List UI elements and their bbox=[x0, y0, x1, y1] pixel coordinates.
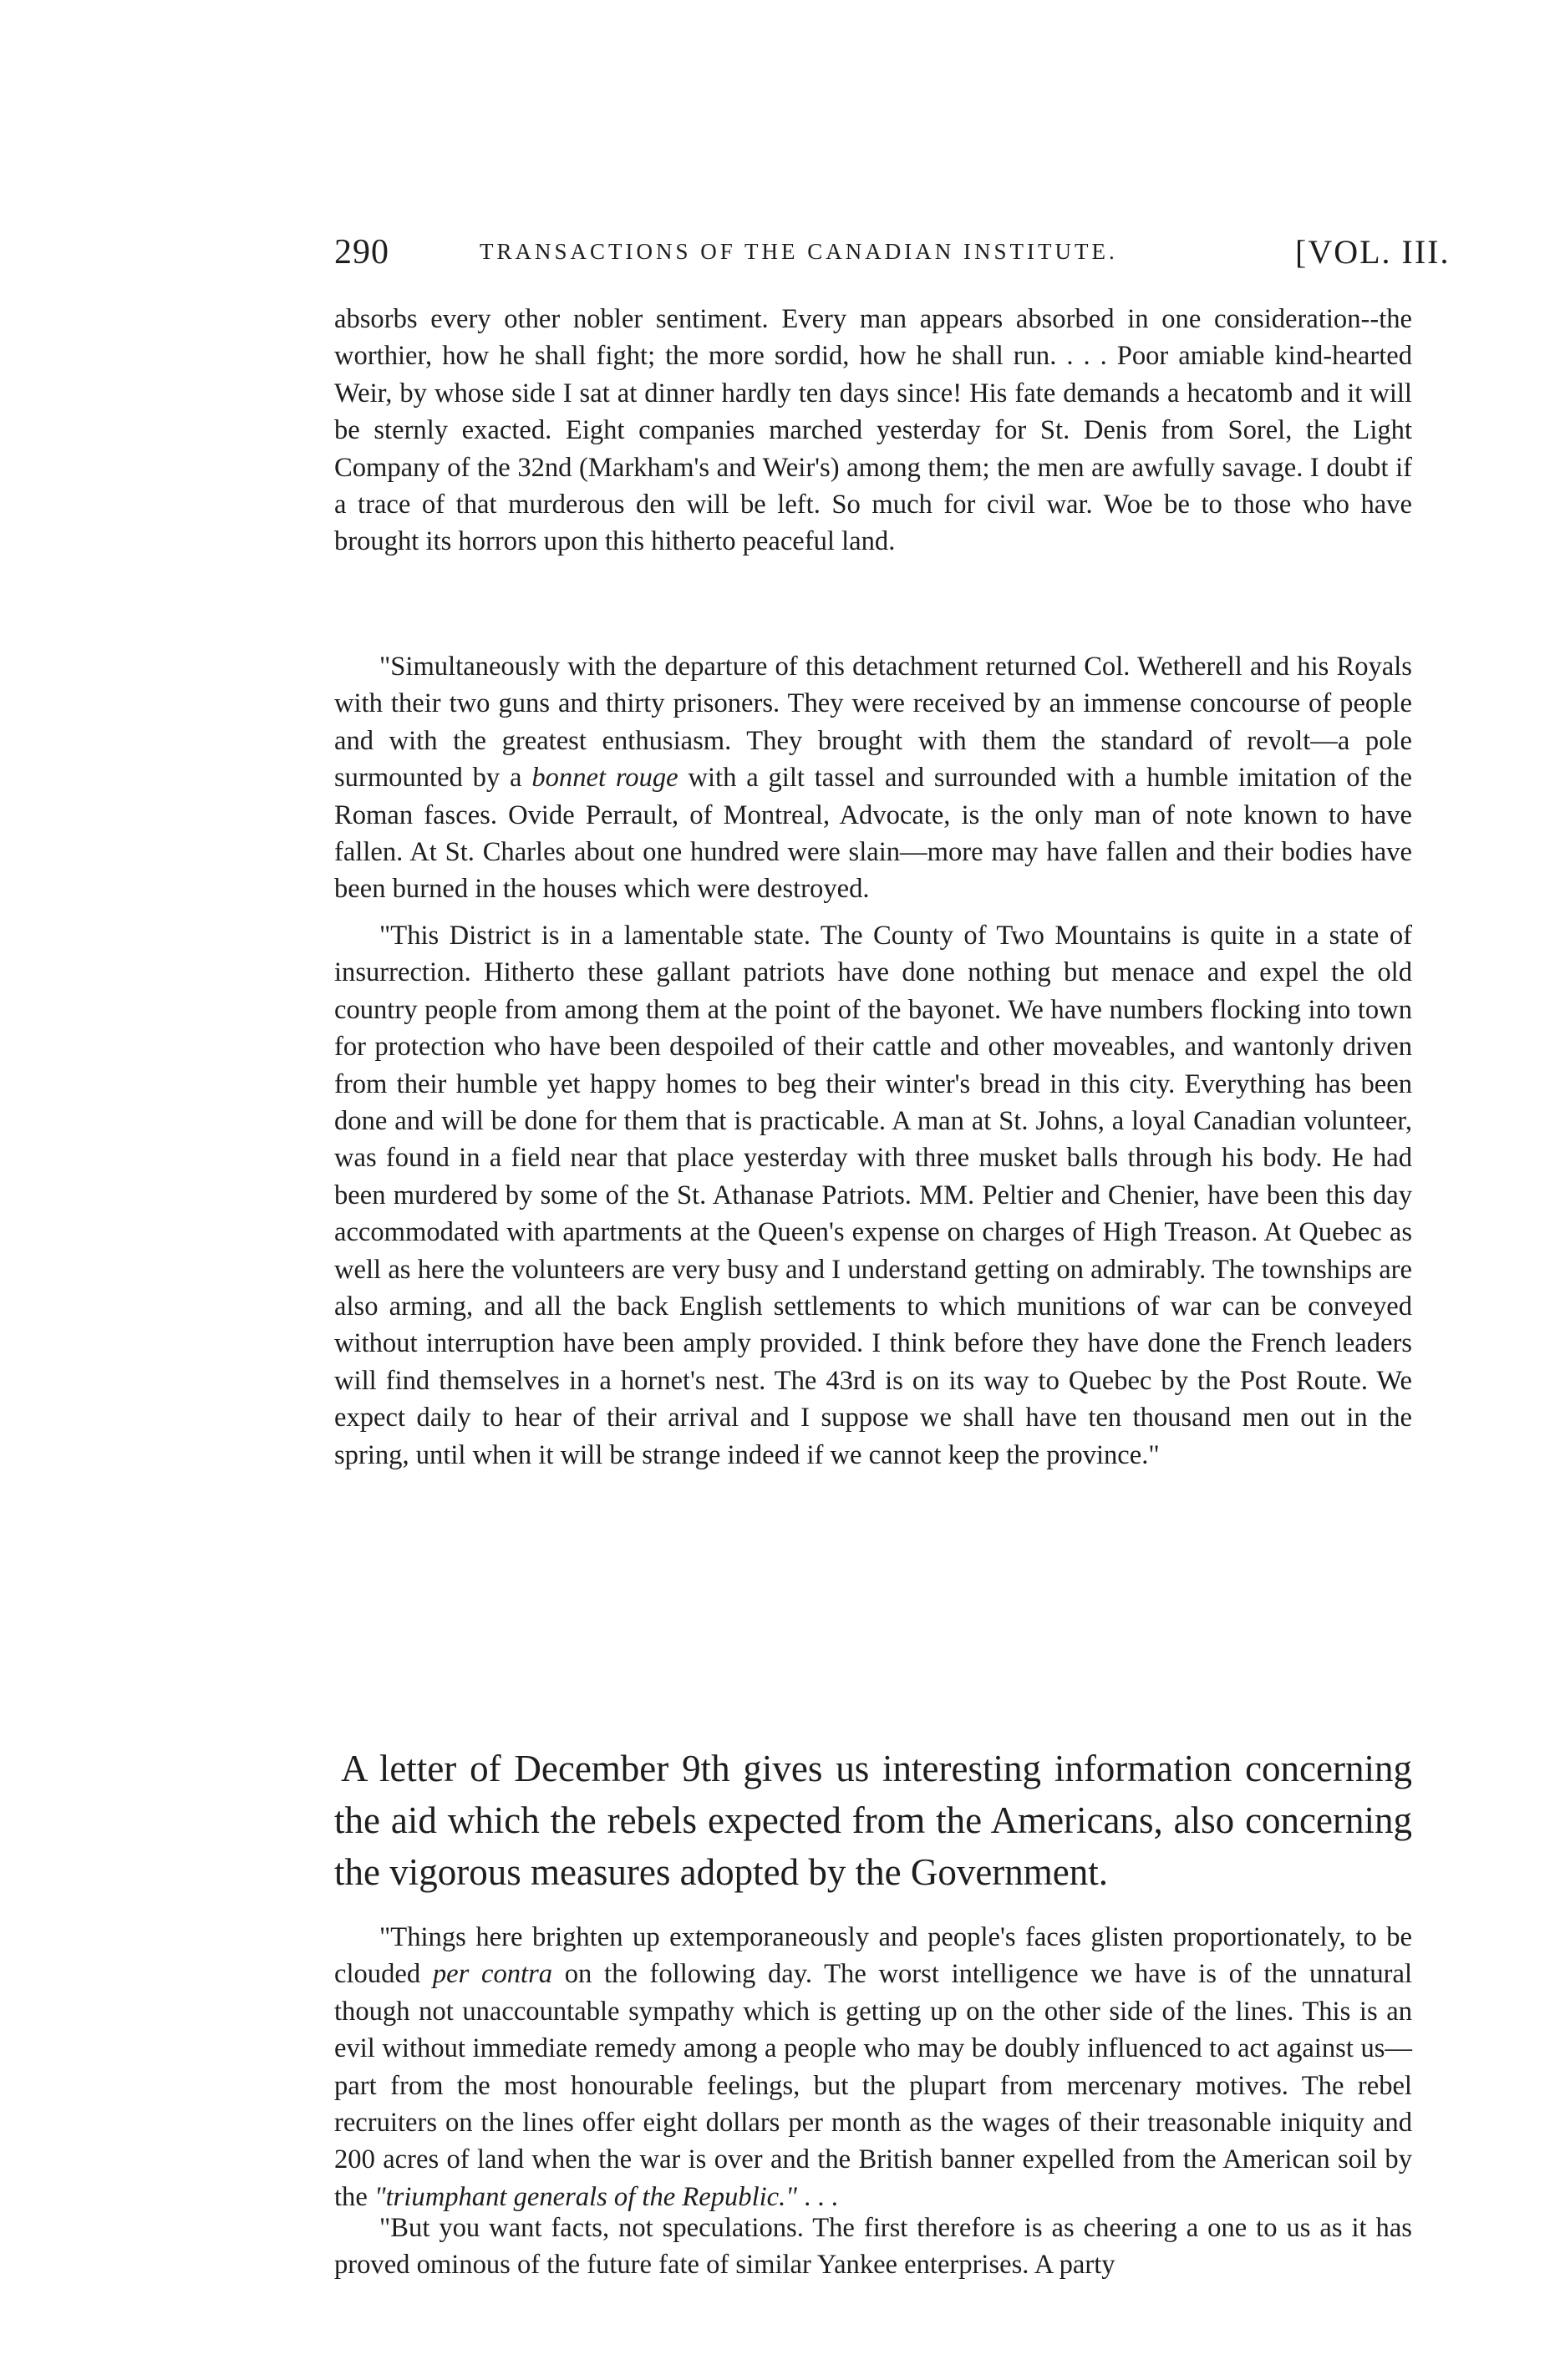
paragraph-5-text-b: on the following day. The worst intelligence we have is of the unnatural though not unaccountable sympathy which is getting up on the other side of the lines. This is an evil without immediate remedy among a people who may be doubly influenced to act against us—part from the most honourable feelings, but the plupart from mercenary motives. The rebel recruiters on the lines offer eight dollars per month as the wages of their treasonable iniquity and 200 acres of land when the war is over and the British banner expelled from the American soil by the bbox=[334, 1959, 1412, 2212]
paragraph-5-emphasis-a: per contra bbox=[432, 1959, 553, 1990]
paragraph-2-text-a: "Simultaneously with the departure of this detachment returned Col. Wetherell and his Royals with their two guns and thirty prisoners. They were received by an immense concourse of people and with the greatest enthusiasm. They brought with them the standard of revolt—a pole surmounted by a bbox=[334, 652, 1412, 794]
paragraph-5-text-c: . . . bbox=[796, 2181, 838, 2212]
page-number: 290 bbox=[334, 233, 389, 271]
paragraph-5-emphasis-b: "triumphant generals of the Republic." bbox=[374, 2181, 797, 2212]
volume-label: [VOL. III. bbox=[1295, 233, 1451, 271]
running-header bbox=[334, 232, 1555, 282]
paragraph-6: "But you want facts, not speculations. The first therefore is as cheering a one to us as it has proved ominous of the future fate of similar Yankee enterprises. A party bbox=[334, 2213, 1412, 2281]
paragraph-3: "This District is in a lamentable state. The County of Two Mountains is quite in a state of insurrection. Hitherto these gallant patriots have done nothing but menace and expel the old country people from among them at the point of the bayonet. We have numbers flocking into town for protection who have been despoiled of their cattle and other moveables, and wantonly driven from their humble yet happy homes to beg their winter's bread in this city. Everything has been done and will be done for them that is practicable. A man at St. Johns, a loyal Canadian volunteer, was found in a field near that place yesterday with three musket balls through his body. He had been murdered by some of the St. Athanase Patriots. MM. Peltier and Chenier, have been this day accommodated with apartments at the Queen's expense on charges of High Treason. At Quebec as well as here the volunteers are very busy and I understand getting on admirably. The townships are also arming, and all the back English settlements to which munitions of war can be conveyed without interruption have been amply provided. I think before they have done the French leaders will find themselves in a hornet's nest. The 43rd is on its way to Quebec by the Post Route. We expect daily to hear of their arrival and I suppose we shall have ten thousand men out in the spring, until when it will be strange indeed if we cannot keep the province." bbox=[334, 921, 1412, 1470]
paragraph-5 bbox=[334, 1919, 1412, 2215]
paragraph-5-text-a: "Things here brighten up extemporaneously and people's faces glisten proportionately, to be clouded bbox=[334, 1922, 1412, 1990]
paragraph-4-large: A letter of December 9th gives us interesting information concerning the aid which the rebels expected from the Americans, also concerning the vigorous measures adopted by the Government. bbox=[334, 1748, 1412, 1893]
running-title: TRANSACTIONS OF THE CANADIAN INSTITUTE. bbox=[480, 239, 1118, 264]
paragraph-1: absorbs every other nobler sentiment. Every man appears absorbed in one consideration--the worthier, how he shall fight; the more sordid, how he shall run. . . . Poor amiable kind-hearted Weir, by whose side I sat at dinner hardly ten days since! His fate demands a hecatomb and it will be sternly exacted. Eight companies marched yesterday for St. Denis from Sorel, the Light Company of the 32nd (Markham's and Weir's) among them; the men are awfully savage. I doubt if a trace of that murderous den will be left. So much for civil war. Woe be to those who have brought its horrors upon this hitherto peaceful land. bbox=[334, 304, 1412, 557]
paragraph-2-text-b: with a gilt tassel and surrounded with a humble imitation of the Roman fasces. Ovide Perrault, of Montreal, Advocate, is the only man of note known to have fallen. At St. Charles about one hundred were slain—more may have fallen and their bodies have been burned in the houses which were destroyed. bbox=[334, 763, 1413, 905]
paragraph-2 bbox=[334, 648, 1412, 908]
paragraph-2-emphasis: bonnet rouge bbox=[531, 763, 678, 794]
